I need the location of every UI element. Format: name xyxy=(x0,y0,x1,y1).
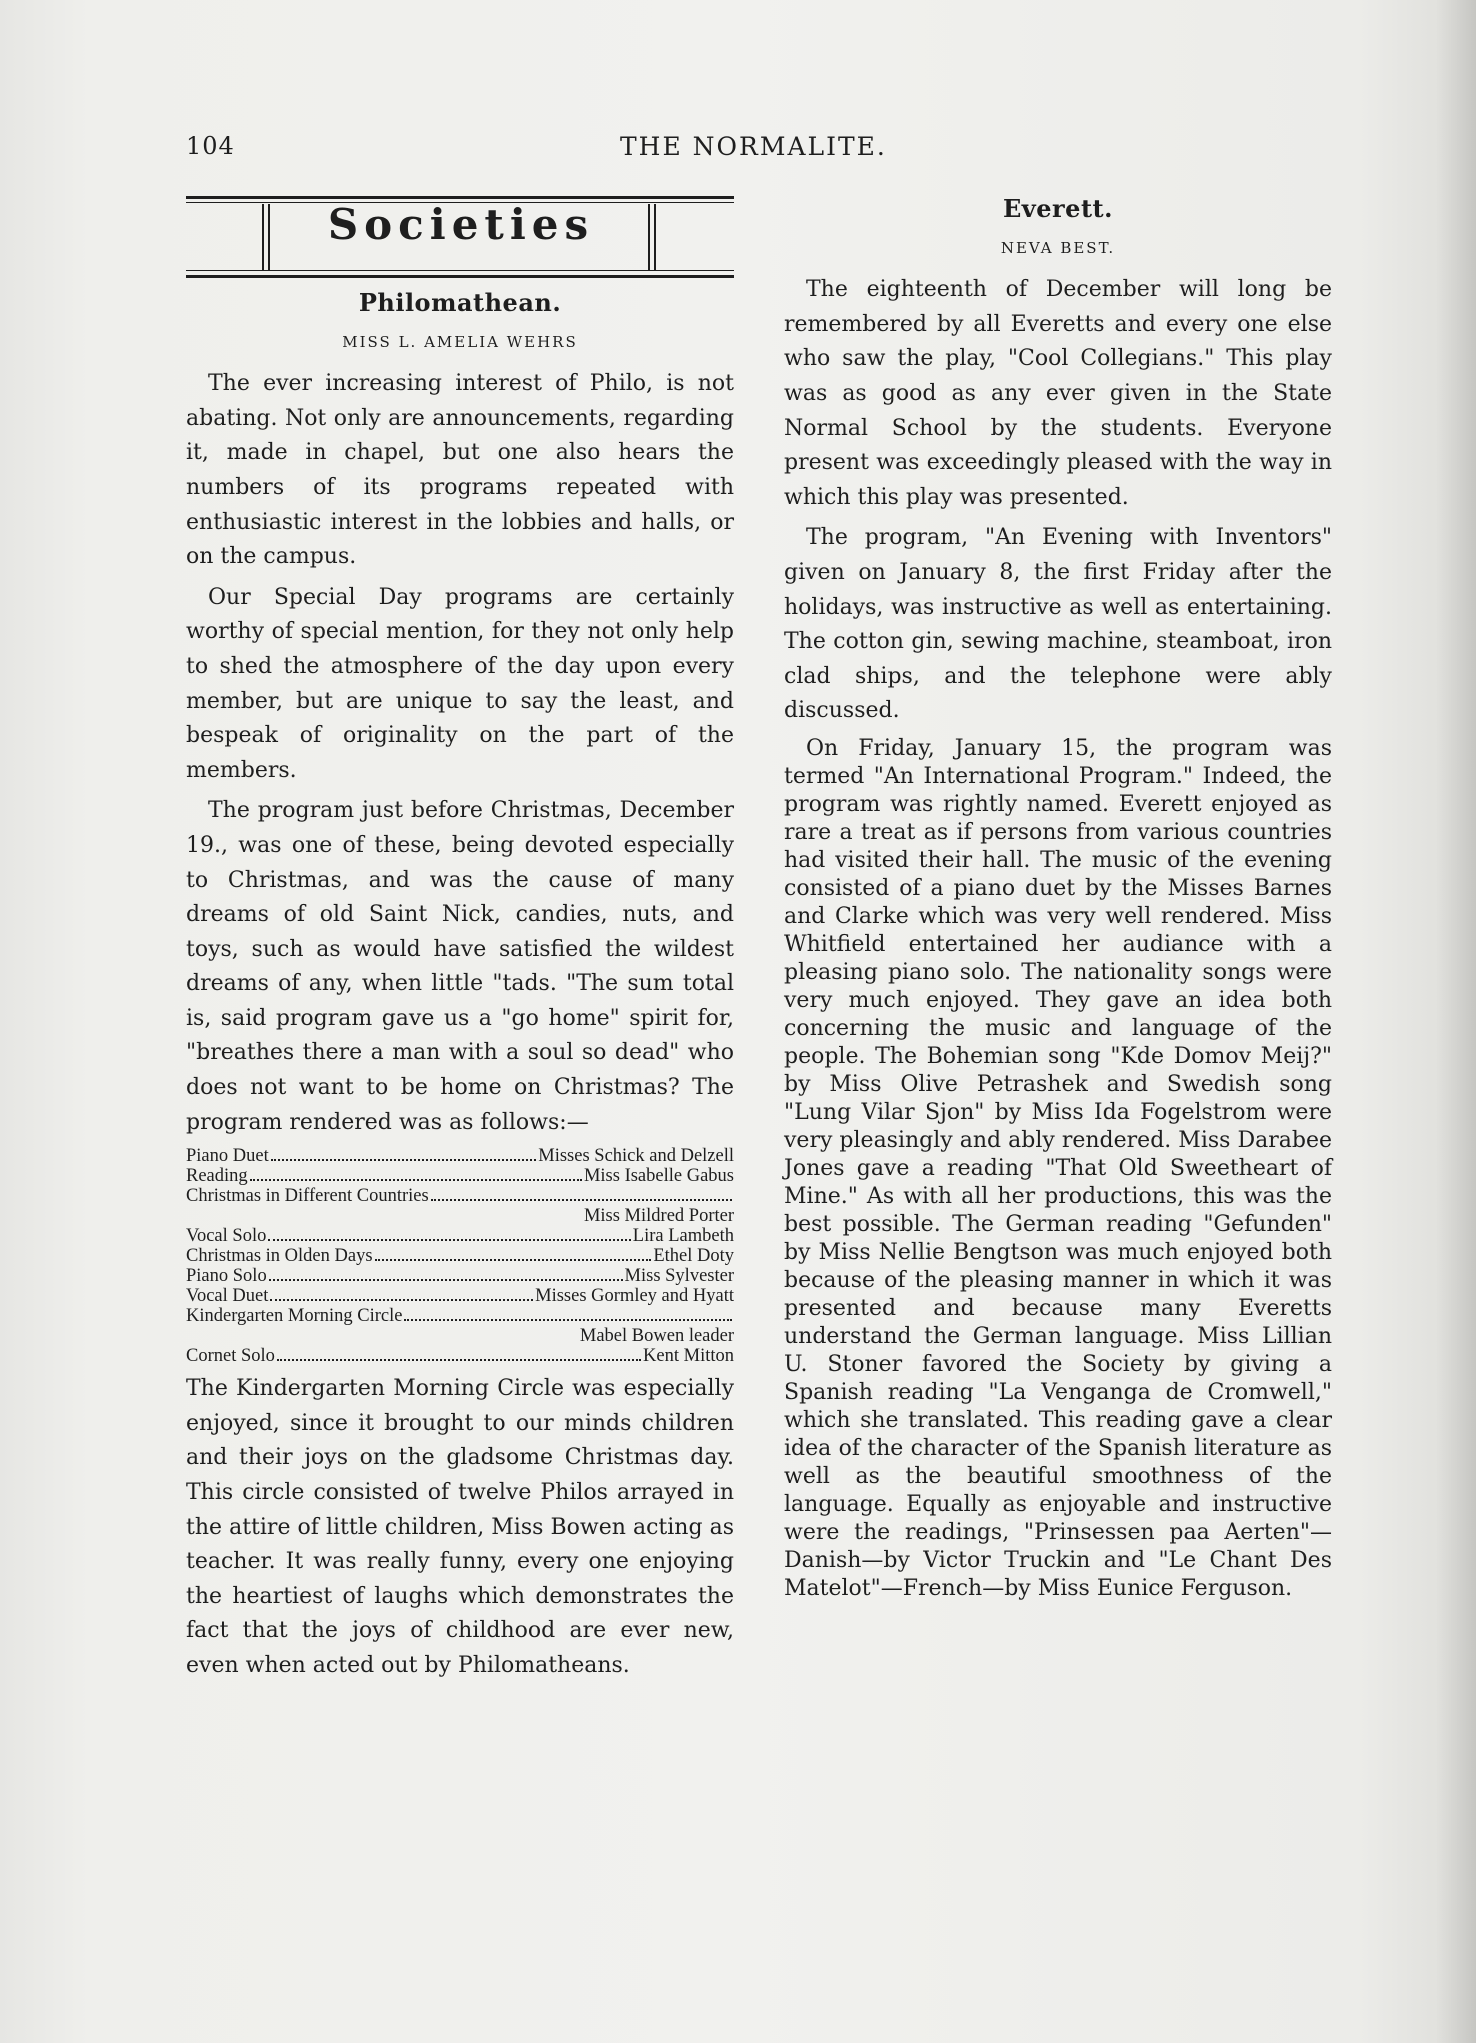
societies-banner xyxy=(186,190,734,280)
program-item: Christmas in Different Countries xyxy=(186,1186,734,1206)
program-item: Vocal Solo Lira Lambeth xyxy=(186,1226,734,1247)
program-item: Christmas in Olden Days Ethel Doty xyxy=(186,1246,734,1267)
program-list xyxy=(186,1146,734,1366)
everett-heading: Everett. xyxy=(1003,194,1113,223)
paragraph: The program, "An Evening with Inventors" given on January 8, the first Friday after the holidays, was instructive as well as entertaining. The cotton gin, sewing machine, steamboat, iron clad ships, and the telephone were ably discussed. xyxy=(784,525,1332,724)
journal-title: THE NORMALITE. xyxy=(620,132,887,161)
paragraph: The ever increasing interest of Philo, is not abating. Not only are announcements, regarding it, made in chapel, but one also hears the numbers of its programs repeated with enthusiastic interest in the lobbies and halls, or on the campus. xyxy=(186,371,734,570)
program-item-performer: Mabel Bowen leader xyxy=(579,1326,734,1347)
page-number: 104 xyxy=(186,132,235,160)
program-item: Vocal Duet Misses Gormley and Hyatt xyxy=(186,1286,734,1307)
left-column xyxy=(186,190,734,1690)
paragraph: Our Special Day programs are certainly worthy of special mention, for they not only help to shed the atmosphere of the day upon every member, but are unique to say the least, and bespeak of originality on the part of the members. xyxy=(186,584,734,783)
paragraph: The eighteenth of December will long be remembered by all Everetts and every one else who saw the play, "Cool Collegians." This play was as good as any ever given in the State Normal School by the students. Everyone present was exceedingly pleased with the way in which this play was presented. xyxy=(784,277,1332,510)
paragraph: The program just before Christmas, December 19., was one of these, being devoted especially to Christmas, and was the cause of many dreams of old Saint Nick, candies, nuts, and toys, such as would have satisfied the wildest dreams of any, when little "tads. "The sum total is, said program gave us a "go home" spirit for, "breathes there a man with a soul so dead" who does not want to be home on Christmas? The program rendered was as follows:— xyxy=(186,798,734,1135)
philomathean-byline: MISS L. AMELIA WEHRS xyxy=(342,332,578,351)
program-item: Kindergarten Morning Circle xyxy=(186,1306,734,1326)
everett-byline: NEVA BEST. xyxy=(1000,238,1116,257)
banner-title: Societies xyxy=(327,200,595,249)
program-item: Piano Solo Miss Sylvester xyxy=(186,1266,734,1287)
program-item: Piano Duet Misses Schick and Delzell xyxy=(186,1146,734,1167)
program-item: Cornet Solo Kent Mitton xyxy=(186,1346,734,1367)
program-item: Reading Miss Isabelle Gabus xyxy=(186,1166,734,1187)
philomathean-heading: Philomathean. xyxy=(358,288,562,317)
program-item-performer: Miss Mildred Porter xyxy=(583,1206,734,1227)
right-column xyxy=(784,190,1332,1609)
page-edge-shadow xyxy=(1436,0,1476,2043)
paragraph: The Kindergarten Morning Circle was especially enjoyed, since it brought to our minds children and their joys on the gladsome Christmas day. This circle consisted of twelve Philos arrayed in the attire of little children, Miss Bowen acting as teacher. It was really funny, every one enjoying the heartiest of laughs which demonstrates the fact that the joys of childhood are ever new, even when acted out by Philomatheans. xyxy=(186,1376,734,1678)
paragraph: On Friday, January 15, the program was termed "An International Program." Indeed, the program was rightly named. Everett enjoyed as rare a treat as if persons from various countries had visited their hall. The music of the evening consisted of a piano duet by the Misses Barnes and Clarke which was very well rendered. Miss Whitfield entertained her audiance with a pleasing piano solo. The nationality songs were very much enjoyed. They gave an idea both concerning the music and language of the people. The Bohemian song "Kde Domov Meij?" by Miss Olive Petrashek and Swedish song "Lung Vilar Sjon" by Miss Ida Fogelstrom were very pleasingly and ably rendered. Miss Darabee Jones gave a reading "That Old Sweetheart of Mine." As with all her productions, this was the best possible. The German reading "Gefunden" by Miss Nellie Bengtson was much enjoyed both because of the pleasing manner in which it was presented and because many Everetts understand the German language. Miss Lillian U. Stoner favored the Society by giving a Spanish reading "La Venganga de Cromwell," which she translated. This reading gave a clear idea of the character of the Spanish literature as well as the beautiful smoothness of the language. Equally as enjoyable and instructive were the readings, "Prinsessen paa Aerten"—Danish—by Victor Truckin and "Le Chant Des Matelot"—French—by Miss Eunice Ferguson. xyxy=(784,735,1332,1601)
